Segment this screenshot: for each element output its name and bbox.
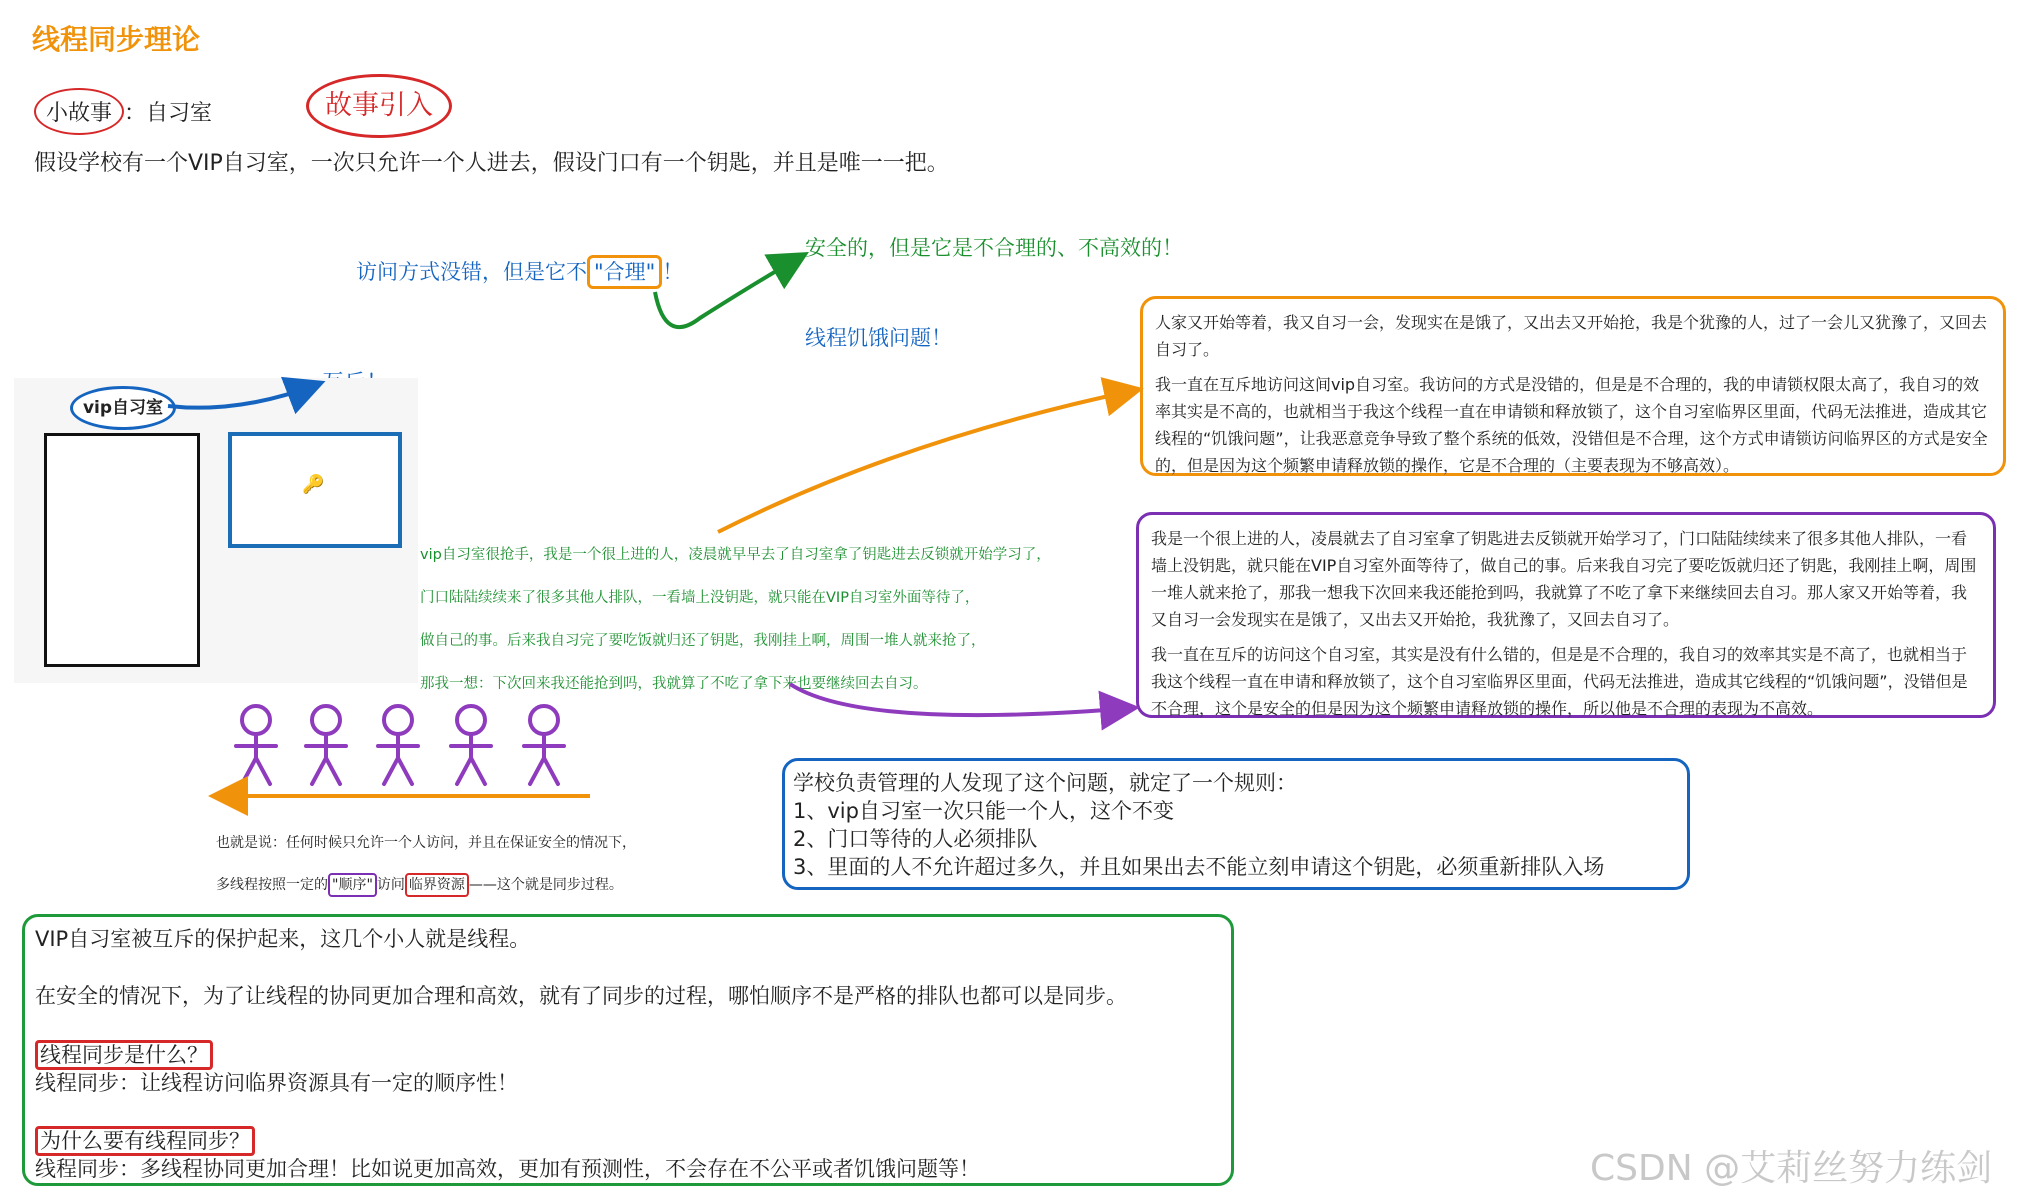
access-note-end: ！ (662, 260, 684, 284)
rule-item: 2、门口等待的人必须排队 (793, 827, 1038, 851)
question-boxed: 线程同步是什么？ (35, 1040, 213, 1070)
story-intro-badge: 故事引入 (306, 74, 452, 138)
order-boxed: "顺序" (328, 873, 377, 897)
conclusion-line: 在安全的情况下，为了让线程的协同更加合理和高效，就有了同步的过程，哪怕顺序不是严格的排队也都可以是同步。 (35, 984, 1127, 1008)
vip-room-label: vip自习室 (70, 386, 176, 430)
question-boxed: 为什么要有线程同步？ (35, 1126, 255, 1156)
conclusion-answer: 线程同步：多线程协同更加合理！比如说更加高效，更加有预测性，不会存在不公平或者饥饿问题等！ (35, 1157, 980, 1181)
story-line: vip自习室很抢手，我是一个很上进的人，凌晨就早早去了自习室拿了钥匙进去反锁就开始学习了， (420, 547, 1051, 563)
story-tag: 小故事 (34, 88, 124, 135)
access-note-text: 访问方式没错，但是它不 (356, 260, 587, 284)
summary-part: ——这个就是同步过程。 (468, 877, 623, 893)
arrow-to-orange-box (718, 390, 1136, 532)
page-title: 线程同步理论 (32, 23, 201, 56)
orange-paragraph: 我一直在互斥地访问这间vip自习室。我访问的方式是没错的，但是是不合理的，我的申请锁权限太高了，我自习的效率其实是不高的，也就相当于我这个线程一直在申请锁和释放锁了，这个自习室临界区里面，代码无法推进，造成其它线程的“饥饿问题”，让我恶意竞争导致了整个系统的低效，没错但是不合理，这个方式申请锁访问临界区的方式是安全的，但是因为这个频繁申请释放锁的操作，它是不合理的（主要表现为不够高效）。 (1155, 375, 1988, 475)
summary-line: 也就是说：任何时候只允许一个人访问，并且在保证安全的情况下， (216, 835, 636, 851)
story-line: 那我一想：下次回来我还能抢到吗，我就算了不吃了拿下来也要继续回去自习。 (420, 676, 928, 692)
story-line: 门口陆陆续续来了很多其他人排队，一看墙上没钥匙，就只能在VIP自习室外面等待了， (420, 590, 980, 606)
story-sep: ： (124, 101, 147, 126)
rule-item: 1、vip自习室一次只能一个人，这个不变 (793, 799, 1174, 823)
safe-note: 安全的，但是它是不合理的、不高效的！ (805, 236, 1183, 260)
conclusion-line: VIP自习室被互斥的保护起来，这几个小人就是线程。 (35, 927, 531, 951)
story-line: 做自己的事。后来我自习完了要吃饭就归还了钥匙，我刚挂上啊，周围一堆人就来抢了， (420, 633, 986, 649)
arrow-to-mutex-note (168, 384, 318, 408)
rules-heading: 学校负责管理的人发现了这个问题，就定了一个规则： (793, 771, 1297, 795)
watermark: CSDN @艾莉丝努力练剑 (1590, 1148, 1993, 1189)
starvation-note: 线程饥饿问题！ (805, 326, 952, 350)
critical-resource-boxed: 临界资源 (405, 873, 469, 897)
orange-paragraph: 人家又开始等着，我又自习一会，发现实在是饿了，又出去又开始抢，我是个犹豫的人，过了一会儿又犹豫了，又回去自习了。 (1155, 313, 1988, 359)
arrow-to-safe-note (655, 256, 802, 327)
conclusion-answer: 线程同步：让线程访问临界资源具有一定的顺序性！ (35, 1071, 518, 1095)
summary-part: 多线程按照一定的 (216, 877, 328, 893)
summary-part: 访问 (376, 877, 405, 893)
purple-paragraph: 我一直在互斥的访问这个自习室，其实是没有什么错的，但是是不合理的，我自习的效率其实是不高了，也就相当于我这个线程一直在申请和释放锁了，这个自习室临界区里面，代码无法推进，造成其它线程的“饥饿问题”，没错但是不合理，这个是安全的但是因为这个频繁申请释放锁的操作，所以他是不合理的表现为不高效。 (1151, 645, 1968, 718)
rule-item: 3、里面的人不允许超过多久，并且如果出去不能立刻申请这个钥匙，必须重新排队入场 (793, 855, 1605, 879)
access-note-boxed: "合理" (587, 255, 662, 289)
purple-paragraph: 我是一个很上进的人，凌晨就去了自习室拿了钥匙进去反锁就开始学习了，门口陆陆续续来了很多其他人排队，一看墙上没钥匙，就只能在VIP自习室外面等待了，做自己的事。后来我自习完了要吃饭就归还了钥匙，我刚挂上啊，周围一堆人就来抢了，那我一想我下次回来我还能抢到吗，我就算了不吃了拿下来继续回去自习。那人家又开始等着，我又自习一会发现实在是饿了，又出去又开始抢，我犹豫了，又回去自习了。 (1151, 529, 1977, 629)
key-icon: 🔑 (302, 474, 325, 495)
arrow-to-purple-box (790, 684, 1132, 715)
story-place: 自习室 (146, 101, 213, 126)
premise-text: 假设学校有一个VIP自习室，一次只允许一个人进去，假设门口有一个钥匙，并且是唯一一把。 (34, 151, 949, 176)
